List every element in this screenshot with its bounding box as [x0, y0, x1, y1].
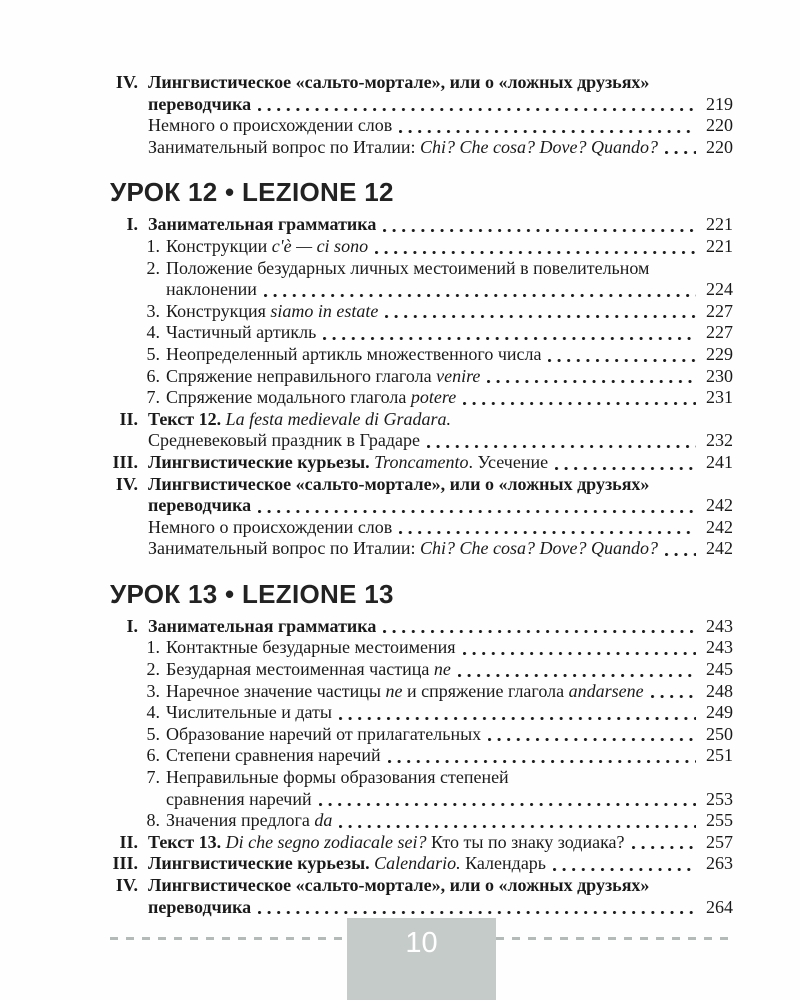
text-segment: Текст 12.: [148, 408, 226, 429]
dot-leader: [427, 445, 696, 448]
entry-page-number: 241: [706, 451, 733, 472]
text-segment: Troncamento: [374, 451, 469, 472]
toc-entry-line: [110, 430, 733, 452]
dot-leader: [632, 846, 696, 849]
text-segment: Немного о происхождении слов: [148, 516, 393, 537]
toc-section: [110, 579, 733, 918]
toc-entry-line: [110, 659, 733, 681]
dot-leader: [463, 402, 696, 405]
text-segment: Chi? Che cosa? Dove? Quando?: [420, 136, 659, 157]
dot-leader: [548, 359, 696, 362]
dot-leader: [399, 531, 696, 534]
text-segment: Спряжение неправильного глагола: [166, 365, 437, 386]
entry-page-number: 227: [706, 300, 733, 321]
toc-entry-line: [110, 832, 733, 854]
dot-leader: [383, 630, 696, 633]
text-segment: Лингвистическое «сальто-мортале», или о «ложных друзьях»: [148, 72, 650, 92]
dot-leader: [258, 510, 696, 513]
dot-leader: [385, 315, 696, 318]
dot-leader: [319, 803, 696, 806]
entry-number: 5.: [146, 723, 160, 744]
toc-entry-line: [110, 897, 733, 919]
text-segment: Занимательный вопрос по Италии:: [148, 538, 421, 559]
dot-leader: [399, 130, 696, 133]
text-segment: и спряжение глагола: [402, 680, 569, 701]
entry-page-number: 250: [706, 723, 733, 744]
toc-entry-line: [110, 538, 733, 560]
text-segment: Занимательный вопрос по Италии:: [148, 136, 421, 157]
dot-leader: [258, 108, 696, 111]
text-segment: Лингвистические курьезы.: [148, 853, 375, 874]
entry-page-number: 224: [706, 279, 733, 300]
entry-page-number: 249: [706, 702, 733, 723]
entry-number: 4.: [146, 322, 160, 343]
entry-page-number: 230: [706, 365, 733, 386]
entry-page-number: 242: [706, 516, 733, 537]
text-segment: Наречное значение частицы: [166, 680, 386, 701]
entry-page-number: 253: [706, 788, 733, 809]
toc-entry-line: [110, 853, 733, 875]
text-segment: Календарь: [460, 853, 547, 874]
entry-text: [148, 875, 649, 897]
toc-entry-line: [110, 137, 733, 159]
entry-page-number: 243: [706, 637, 733, 658]
dot-leader: [665, 151, 696, 154]
entry-page-number: 221: [706, 214, 733, 235]
entry-number: 1.: [146, 637, 160, 658]
entry-page-number: 221: [706, 235, 733, 256]
page-number: 10: [405, 927, 438, 959]
entry-text: [166, 366, 480, 388]
dot-leader: [264, 294, 696, 297]
entry-text: [148, 897, 251, 919]
text-segment: venire: [436, 365, 481, 386]
dot-leader: [323, 337, 696, 340]
entry-page-number: 232: [706, 430, 733, 451]
entry-text: [148, 452, 548, 474]
entry-page-number: 220: [706, 115, 733, 136]
text-segment: Неопределенный артикль множественного числа: [166, 343, 542, 364]
toc-entry-line: [110, 810, 733, 832]
dot-leader: [463, 652, 696, 655]
entry-number: II.: [119, 831, 138, 852]
text-segment: переводчика: [148, 896, 252, 917]
toc-entry-line: [110, 344, 733, 366]
entry-text: [166, 301, 378, 323]
entry-number: I.: [126, 214, 138, 235]
toc-entry-line: [110, 366, 733, 388]
entry-number: II.: [119, 408, 138, 429]
entry-text: [148, 430, 420, 452]
text-segment: Лингвистическое «сальто-мортале», или о «ложных друзьях»: [148, 473, 650, 494]
dot-leader: [388, 760, 696, 763]
text-segment: Средневековый праздник в Градаре: [148, 430, 420, 451]
text-segment: сравнения наречий: [166, 788, 312, 809]
toc-entry-line: [110, 875, 733, 897]
text-segment: potere: [410, 387, 457, 408]
entry-page-number: 248: [706, 680, 733, 701]
text-segment: переводчика: [148, 93, 252, 114]
entry-text: [148, 115, 392, 137]
entry-number: 3.: [146, 680, 160, 701]
toc-entry-line: [110, 767, 733, 789]
entry-text: [166, 745, 381, 767]
toc-entry-line: [110, 94, 733, 116]
text-segment: Степени сравнения наречий: [166, 745, 381, 766]
text-segment: La festa medievale di Gradara.: [225, 408, 452, 429]
dot-leader: [383, 229, 696, 232]
entry-page-number: 229: [706, 343, 733, 364]
entry-number: IV.: [115, 473, 138, 494]
text-segment: Лингвистические курьезы.: [148, 451, 375, 472]
entry-page-number: 255: [706, 810, 733, 831]
text-segment: Неправильные формы образования степеней: [166, 767, 509, 788]
toc-entry-line: [110, 637, 733, 659]
footer-dash-rule-left: [110, 937, 347, 940]
entry-text: [166, 702, 332, 724]
toc-entry-line: [110, 387, 733, 409]
text-segment: Chi? Che cosa? Dove? Quando?: [420, 538, 659, 559]
entry-text: [148, 214, 376, 236]
entry-page-number: 220: [706, 136, 733, 157]
text-segment: Конструкции: [166, 235, 272, 256]
toc-entry-line: [110, 789, 733, 811]
entry-text: [148, 616, 376, 638]
toc-entry-line: [110, 452, 733, 474]
toc-entry-line: [110, 681, 733, 703]
entry-number: 3.: [146, 300, 160, 321]
table-of-contents: [110, 72, 733, 918]
entry-page-number: 231: [706, 387, 733, 408]
entry-number: 2.: [146, 257, 160, 278]
entry-text: [148, 517, 392, 539]
entry-text: [166, 810, 332, 832]
entry-page-number: 242: [706, 495, 733, 516]
text-segment: Числительные и даты: [166, 702, 332, 723]
entry-text: [166, 789, 312, 811]
entry-number: IV.: [115, 875, 138, 895]
text-segment: Конструкция: [166, 300, 271, 321]
entry-text: [148, 72, 649, 94]
entry-page-number: 219: [706, 93, 733, 114]
text-segment: Положение безударных личных местоимений в повелительном: [166, 257, 650, 278]
entry-text: [166, 236, 368, 258]
toc-section: [110, 72, 733, 158]
entry-text: [166, 387, 456, 409]
toc-entry-line: [110, 236, 733, 258]
toc-entry-line: [110, 474, 733, 496]
text-segment: c'è — ci sono: [271, 235, 369, 256]
toc-entry-line: [110, 258, 733, 280]
toc-entry-line: [110, 279, 733, 301]
entry-text: [166, 724, 481, 746]
entry-page-number: 264: [706, 896, 733, 917]
entry-text: [166, 258, 649, 280]
entry-text: [148, 853, 546, 875]
toc-entry-line: [110, 495, 733, 517]
toc-entry-line: [110, 214, 733, 236]
entry-page-number: 243: [706, 615, 733, 636]
entry-text: [166, 279, 257, 301]
text-segment: Занимательная грамматика: [148, 615, 377, 636]
text-segment: da: [314, 810, 333, 831]
toc-entry-line: [110, 702, 733, 724]
toc-entry-line: [110, 745, 733, 767]
entry-number: 1.: [146, 235, 160, 256]
entry-text: [148, 409, 451, 431]
entry-page-number: 263: [706, 853, 733, 874]
entry-page-number: 257: [706, 831, 733, 852]
entry-number: 5.: [146, 343, 160, 364]
dot-leader: [458, 674, 696, 677]
text-segment: Образование наречий от прилагательных: [166, 723, 482, 744]
text-segment: Частичный артикль: [166, 322, 317, 343]
toc-entry-line: [110, 517, 733, 539]
dot-leader: [339, 717, 696, 720]
text-segment: Занимательная грамматика: [148, 214, 377, 235]
entry-number: 4.: [146, 702, 160, 723]
text-segment: andarsene: [568, 680, 644, 701]
entry-text: [148, 495, 251, 517]
toc-entry-line: [110, 115, 733, 137]
entry-text: [148, 832, 625, 854]
entry-number: 8.: [146, 810, 160, 831]
footer-dash-rule-right: [496, 937, 730, 940]
page-number-box: [347, 918, 496, 1000]
toc-entry-line: [110, 301, 733, 323]
toc-entry-line: [110, 616, 733, 638]
entry-text: [148, 137, 658, 159]
dot-leader: [665, 553, 696, 556]
entry-number: 7.: [146, 767, 160, 788]
text-segment: ne: [433, 659, 451, 680]
text-segment: Немного о происхождении слов: [148, 115, 393, 136]
text-segment: Calendario.: [374, 853, 461, 874]
entry-text: [166, 344, 541, 366]
entry-text: [148, 538, 658, 560]
text-segment: Спряжение модального глагола: [166, 387, 411, 408]
lesson-heading: УРОК 13 • LEZIONE 13: [110, 578, 394, 609]
text-segment: . Усечение: [468, 451, 549, 472]
text-segment: Кто ты по знаку зодиака?: [426, 831, 625, 852]
text-segment: siamo in estate: [270, 300, 379, 321]
entry-text: [148, 474, 649, 496]
dot-leader: [488, 738, 696, 741]
text-segment: Текст 13.: [148, 831, 226, 852]
entry-text: [166, 322, 316, 344]
text-segment: Значения предлога: [166, 810, 315, 831]
entry-number: I.: [126, 615, 138, 636]
entry-page-number: 245: [706, 659, 733, 680]
entry-number: 6.: [146, 365, 160, 386]
text-segment: Лингвистическое «сальто-мортале», или о «ложных друзьях»: [148, 875, 650, 895]
entry-text: [166, 681, 644, 703]
lesson-heading: УРОК 12 • LEZIONE 12: [110, 177, 394, 208]
dot-leader: [375, 251, 696, 254]
dot-leader: [553, 868, 696, 871]
toc-entry-line: [110, 409, 733, 431]
toc-entry-line: [110, 724, 733, 746]
dot-leader: [555, 467, 696, 470]
dot-leader: [487, 380, 696, 383]
toc-entry-line: [110, 322, 733, 344]
entry-text: [166, 637, 456, 659]
entry-page-number: 242: [706, 538, 733, 559]
text-segment: ne: [385, 680, 403, 701]
entry-page-number: 251: [706, 745, 733, 766]
toc-section: [110, 177, 733, 560]
entry-number: 2.: [146, 659, 160, 680]
text-segment: переводчика: [148, 495, 252, 516]
entry-text: [166, 767, 509, 789]
dot-leader: [258, 911, 696, 914]
entry-number: 7.: [146, 387, 160, 408]
dot-leader: [651, 695, 696, 698]
entry-number: 6.: [146, 745, 160, 766]
entry-page-number: 227: [706, 322, 733, 343]
entry-number: IV.: [115, 72, 138, 92]
dot-leader: [339, 825, 696, 828]
entry-text: [148, 94, 251, 116]
text-segment: Di che segno zodiacale sei?: [225, 831, 427, 852]
toc-entry-line: [110, 72, 733, 94]
entry-number: III.: [112, 451, 138, 472]
text-segment: Контактные безударные местоимения: [166, 637, 456, 658]
entry-text: [166, 659, 451, 681]
entry-number: III.: [112, 853, 138, 874]
text-segment: наклонении: [166, 279, 257, 300]
text-segment: Безударная местоименная частица: [166, 659, 434, 680]
